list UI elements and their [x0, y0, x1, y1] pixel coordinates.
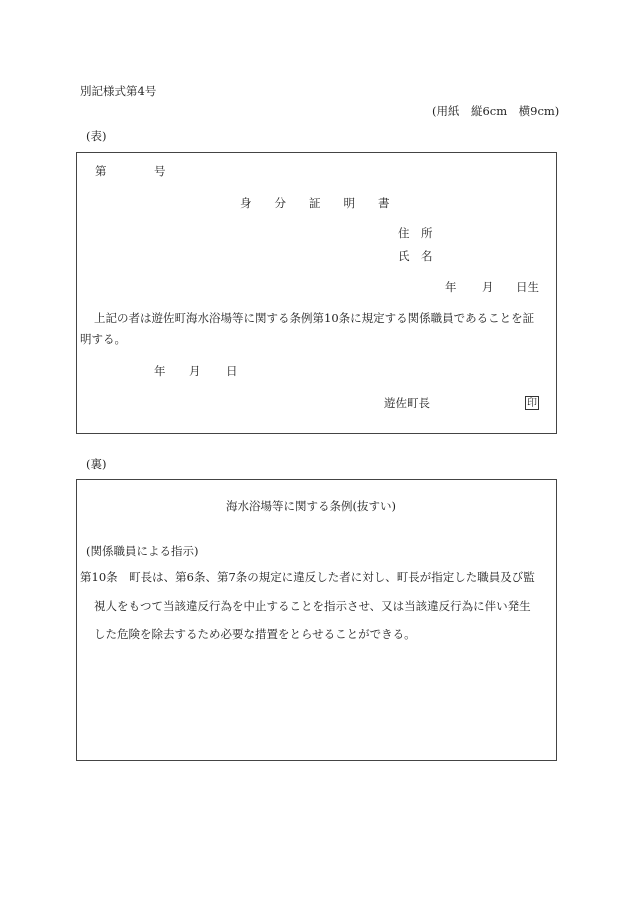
section-heading: (関係職員による指示) — [86, 544, 199, 558]
article-text-line3: した危険を除去するため必要な措置をとらせることができる。 — [94, 627, 416, 641]
front-label: (表) — [86, 129, 107, 143]
seal-mark: 印 — [527, 398, 537, 409]
address-label: 住 所 — [398, 226, 433, 240]
issue-month-label: 月 — [189, 364, 201, 378]
issue-year-label: 年 — [154, 364, 166, 378]
issuer-title: 遊佐町長 — [384, 396, 430, 410]
article-text-line1: 第10条 町長は、第6条、第7条の規定に違反した者に対し、町長が指定した職員及び監 — [80, 570, 535, 584]
card-title: 身 分 証 明 書 — [240, 196, 390, 210]
birth-month-label: 月 — [482, 280, 494, 294]
id-number-suffix: 号 — [154, 164, 166, 178]
certification-text-line2: 明する。 — [80, 332, 126, 346]
back-label: (裏) — [86, 457, 107, 471]
certification-text-line1: 上記の者は遊佐町海水浴場等に関する条例第10条に規定する関係職員であることを証 — [94, 311, 535, 325]
birth-day-label: 日生 — [516, 280, 539, 294]
paper-size-note: (用紙 縦6cm 横9cm) — [432, 104, 560, 118]
ordinance-title: 海水浴場等に関する条例(抜すい) — [226, 499, 396, 513]
article-text-line2: 視人をもつて当該違反行為を中止することを指示させ、又は当該違反行為に伴い発生 — [94, 599, 531, 613]
birth-year-label: 年 — [445, 280, 457, 294]
name-label: 氏 名 — [398, 249, 433, 263]
form-number: 別記様式第4号 — [80, 84, 157, 98]
back-card — [76, 479, 557, 761]
id-number-prefix: 第 — [95, 164, 107, 178]
issue-day-label: 日 — [226, 364, 238, 378]
